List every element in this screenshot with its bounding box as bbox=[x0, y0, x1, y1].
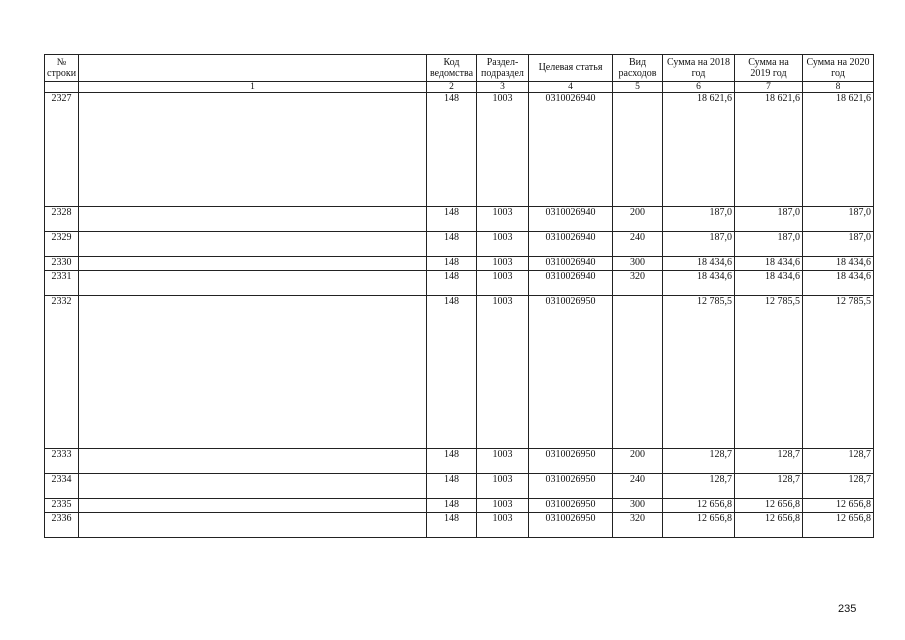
dept-code: 148 bbox=[427, 271, 477, 296]
table-body bbox=[45, 93, 874, 538]
row-description bbox=[79, 207, 427, 232]
row-description bbox=[79, 499, 427, 513]
section-code: 1003 bbox=[477, 513, 529, 538]
header-sum-2018: Сумма на 2018 год bbox=[663, 55, 735, 82]
row-number: 2329 bbox=[45, 232, 79, 257]
table-row bbox=[45, 474, 874, 499]
sum-2019: 12 785,5 bbox=[735, 296, 803, 449]
row-number: 2333 bbox=[45, 449, 79, 474]
sum-2020: 128,7 bbox=[803, 449, 874, 474]
section-code: 1003 bbox=[477, 93, 529, 207]
column-number: 8 bbox=[803, 82, 874, 93]
target-article: 0310026940 bbox=[529, 207, 613, 232]
header-dept-code: Код ведомства bbox=[427, 55, 477, 82]
table-row bbox=[45, 499, 874, 513]
row-description bbox=[79, 271, 427, 296]
row-number: 2331 bbox=[45, 271, 79, 296]
header-description bbox=[79, 55, 427, 82]
sum-2018: 18 434,6 bbox=[663, 271, 735, 296]
section-code: 1003 bbox=[477, 499, 529, 513]
dept-code: 148 bbox=[427, 232, 477, 257]
dept-code: 148 bbox=[427, 93, 477, 207]
sum-2020: 18 434,6 bbox=[803, 271, 874, 296]
sum-2018: 12 785,5 bbox=[663, 296, 735, 449]
section-code: 1003 bbox=[477, 232, 529, 257]
expense-kind: 200 bbox=[613, 449, 663, 474]
target-article: 0310026940 bbox=[529, 232, 613, 257]
column-number bbox=[45, 82, 79, 93]
target-article: 0310026950 bbox=[529, 513, 613, 538]
table-row bbox=[45, 93, 874, 207]
dept-code: 148 bbox=[427, 207, 477, 232]
column-number: 1 bbox=[79, 82, 427, 93]
table-row bbox=[45, 271, 874, 296]
section-code: 1003 bbox=[477, 257, 529, 271]
sum-2019: 187,0 bbox=[735, 207, 803, 232]
expense-kind: 320 bbox=[613, 271, 663, 296]
row-number: 2336 bbox=[45, 513, 79, 538]
target-article: 0310026940 bbox=[529, 257, 613, 271]
target-article: 0310026940 bbox=[529, 271, 613, 296]
sum-2018: 12 656,8 bbox=[663, 499, 735, 513]
target-article: 0310026950 bbox=[529, 499, 613, 513]
page-number: 235 bbox=[838, 603, 857, 615]
sum-2019: 128,7 bbox=[735, 449, 803, 474]
dept-code: 148 bbox=[427, 513, 477, 538]
expense-kind: 300 bbox=[613, 257, 663, 271]
sum-2018: 18 434,6 bbox=[663, 257, 735, 271]
target-article: 0310026950 bbox=[529, 474, 613, 499]
column-number: 4 bbox=[529, 82, 613, 93]
sum-2019: 18 621,6 bbox=[735, 93, 803, 207]
sum-2020: 187,0 bbox=[803, 232, 874, 257]
column-number: 5 bbox=[613, 82, 663, 93]
row-number: 2327 bbox=[45, 93, 79, 207]
expense-kind: 200 bbox=[613, 207, 663, 232]
sum-2018: 18 621,6 bbox=[663, 93, 735, 207]
sum-2020: 12 656,8 bbox=[803, 499, 874, 513]
table-row bbox=[45, 207, 874, 232]
row-description bbox=[79, 296, 427, 449]
sum-2018: 12 656,8 bbox=[663, 513, 735, 538]
target-article: 0310026940 bbox=[529, 93, 613, 207]
header-row bbox=[45, 55, 874, 82]
column-number: 3 bbox=[477, 82, 529, 93]
column-number: 6 bbox=[663, 82, 735, 93]
sum-2020: 18 434,6 bbox=[803, 257, 874, 271]
sum-2020: 12 656,8 bbox=[803, 513, 874, 538]
sum-2019: 18 434,6 bbox=[735, 257, 803, 271]
sum-2019: 18 434,6 bbox=[735, 271, 803, 296]
table-row bbox=[45, 513, 874, 538]
dept-code: 148 bbox=[427, 449, 477, 474]
row-description bbox=[79, 449, 427, 474]
target-article: 0310026950 bbox=[529, 296, 613, 449]
target-article: 0310026950 bbox=[529, 449, 613, 474]
row-description bbox=[79, 513, 427, 538]
sum-2020: 18 621,6 bbox=[803, 93, 874, 207]
section-code: 1003 bbox=[477, 271, 529, 296]
table-row bbox=[45, 232, 874, 257]
row-number: 2328 bbox=[45, 207, 79, 232]
section-code: 1003 bbox=[477, 296, 529, 449]
sum-2018: 187,0 bbox=[663, 232, 735, 257]
sum-2020: 128,7 bbox=[803, 474, 874, 499]
expense-kind: 240 bbox=[613, 474, 663, 499]
row-number: 2334 bbox=[45, 474, 79, 499]
dept-code: 148 bbox=[427, 474, 477, 499]
sum-2020: 12 785,5 bbox=[803, 296, 874, 449]
row-description bbox=[79, 474, 427, 499]
section-code: 1003 bbox=[477, 474, 529, 499]
row-description bbox=[79, 257, 427, 271]
expense-kind: 240 bbox=[613, 232, 663, 257]
row-description bbox=[79, 93, 427, 207]
row-description bbox=[79, 232, 427, 257]
section-code: 1003 bbox=[477, 449, 529, 474]
expense-kind bbox=[613, 296, 663, 449]
dept-code: 148 bbox=[427, 257, 477, 271]
dept-code: 148 bbox=[427, 296, 477, 449]
column-number-row bbox=[45, 82, 874, 93]
header-sum-2019: Сумма на 2019 год bbox=[735, 55, 803, 82]
header-target-article: Целевая статья bbox=[529, 55, 613, 82]
sum-2019: 12 656,8 bbox=[735, 499, 803, 513]
section-code: 1003 bbox=[477, 207, 529, 232]
budget-table-container bbox=[44, 54, 874, 538]
header-sum-2020: Сумма на 2020 год bbox=[803, 55, 874, 82]
sum-2018: 187,0 bbox=[663, 207, 735, 232]
column-number: 2 bbox=[427, 82, 477, 93]
sum-2019: 187,0 bbox=[735, 232, 803, 257]
table-row bbox=[45, 449, 874, 474]
sum-2018: 128,7 bbox=[663, 474, 735, 499]
column-number: 7 bbox=[735, 82, 803, 93]
expense-kind bbox=[613, 93, 663, 207]
row-number: 2335 bbox=[45, 499, 79, 513]
sum-2020: 187,0 bbox=[803, 207, 874, 232]
row-number: 2330 bbox=[45, 257, 79, 271]
sum-2019: 128,7 bbox=[735, 474, 803, 499]
table-row bbox=[45, 257, 874, 271]
header-row-number: № строки bbox=[45, 55, 79, 82]
table-row bbox=[45, 296, 874, 449]
header-section: Раздел-подраздел bbox=[477, 55, 529, 82]
header-expense-kind: Вид расходов bbox=[613, 55, 663, 82]
dept-code: 148 bbox=[427, 499, 477, 513]
budget-table bbox=[44, 54, 874, 538]
expense-kind: 300 bbox=[613, 499, 663, 513]
row-number: 2332 bbox=[45, 296, 79, 449]
sum-2019: 12 656,8 bbox=[735, 513, 803, 538]
sum-2018: 128,7 bbox=[663, 449, 735, 474]
expense-kind: 320 bbox=[613, 513, 663, 538]
